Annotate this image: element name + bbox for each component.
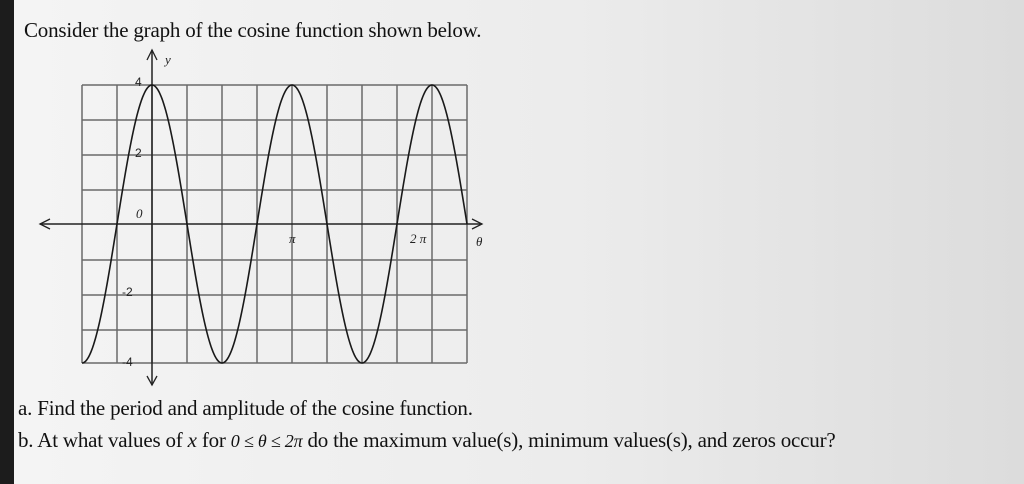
y-tick-neg2: -2 — [122, 285, 133, 299]
question-b-label: b. — [18, 428, 34, 452]
x-axis-label: θ — [476, 234, 483, 249]
question-b-variable: x — [187, 428, 197, 452]
x-tick-2pi: 2 π — [410, 231, 427, 246]
cosine-graph — [24, 40, 494, 390]
y-tick-4: 4 — [135, 75, 142, 89]
question-b-text-3: do the maximum value(s), minimum values(s), and zeros occur? — [307, 428, 836, 452]
question-a — [18, 396, 473, 421]
question-a-text: Find the period and amplitude of the cosine function. — [37, 396, 473, 420]
y-tick-2: 2 — [135, 146, 142, 160]
question-b — [18, 428, 835, 453]
x-tick-pi: π — [289, 231, 296, 246]
y-tick-neg4: -4 — [122, 355, 133, 369]
question-b-range: 0 ≤ θ ≤ 2π — [230, 431, 303, 451]
y-axis-label: y — [165, 52, 171, 67]
origin-label: 0 — [136, 206, 143, 221]
problem-prompt: Consider the graph of the cosine function shown below. — [24, 18, 482, 42]
question-b-text-2: for — [201, 428, 226, 452]
question-a-label: a. — [18, 396, 33, 420]
screen-edge — [0, 0, 14, 484]
question-b-text-1: At what values of — [37, 428, 183, 452]
